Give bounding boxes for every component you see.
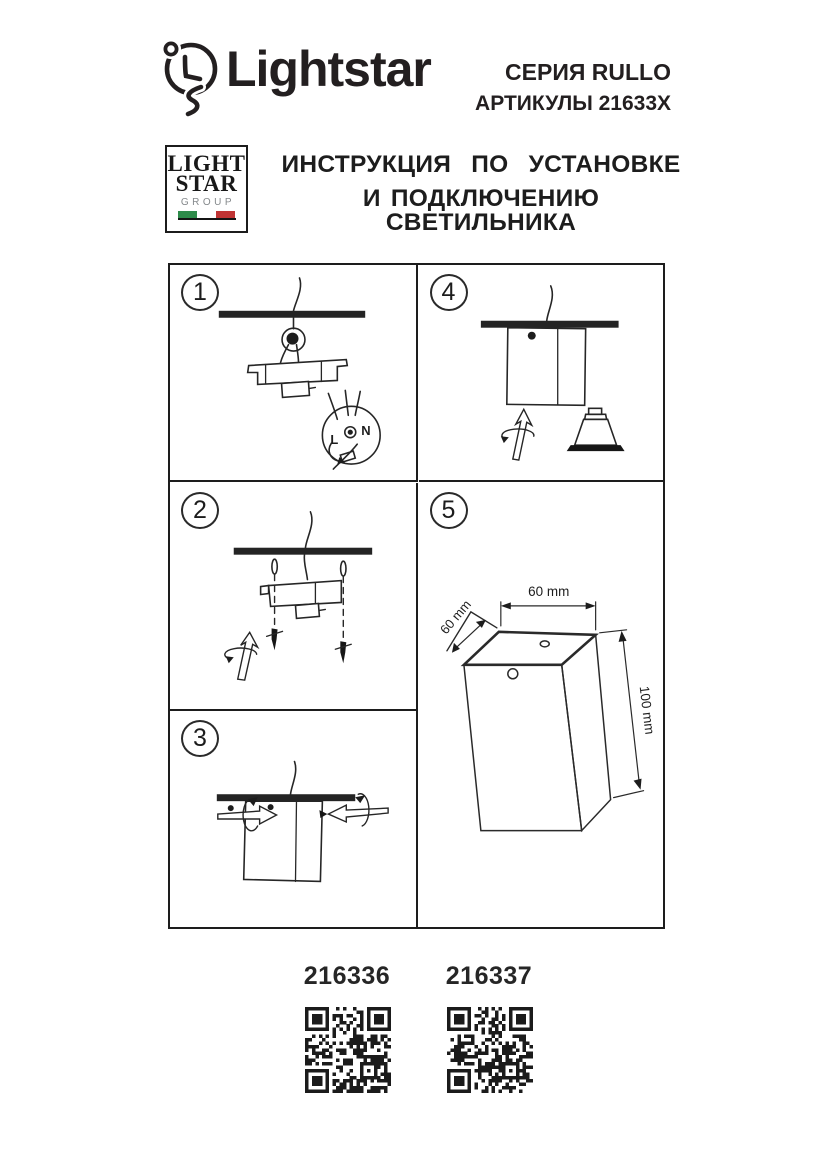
flag-red [216, 211, 235, 218]
flag-white [197, 211, 216, 218]
lightstar-group-logo [165, 145, 248, 233]
dim-height-label: 100 mm [636, 684, 657, 735]
logo-box-group: GROUP [180, 196, 236, 208]
flag-green [178, 211, 197, 218]
step-5-number: 5 [430, 492, 468, 529]
step-2-number: 2 [181, 492, 219, 529]
series-title: СЕРИЯ RULLO [505, 59, 671, 85]
qr-code-216337 [447, 1007, 533, 1093]
brand-wordmark: Lightstar [226, 41, 431, 97]
article-number-216337: 216337 [445, 962, 533, 990]
step-4-number: 4 [430, 274, 468, 311]
logo-box-star: STAR [175, 170, 238, 196]
dim-depth-label: 60 mm [436, 596, 474, 637]
series-block [475, 60, 671, 116]
step-4-panel [419, 265, 664, 482]
dim-width-label: 60 mm [527, 583, 569, 599]
qr-code-216336 [305, 1007, 391, 1093]
instruction-title-line1: ИНСТРУКЦИЯ ПО УСТАНОВКЕ [281, 151, 681, 178]
instruction-title [278, 153, 684, 236]
articles-line: АРТИКУЛЫ 21633X [475, 92, 671, 116]
steps-grid [168, 263, 665, 929]
step-5-panel [419, 483, 664, 928]
step-3-panel [170, 711, 418, 927]
step-2-panel [170, 483, 418, 711]
article-number-216336: 216336 [303, 962, 391, 990]
lightstar-bulb-logo [158, 36, 222, 118]
terminal-n-label: N [361, 423, 371, 439]
logo-box-light: LIGHT [167, 151, 246, 176]
terminal-l-label: L [330, 432, 339, 448]
step-1-panel [170, 265, 418, 482]
italian-flag-stripe [178, 211, 236, 220]
instruction-title-line2: И ПОДКЛЮЧЕНИЮ СВЕТИЛЬНИКА [362, 184, 600, 236]
step-3-number: 3 [181, 720, 219, 757]
step-5-dimension-drawing [419, 483, 664, 928]
step-1-number: 1 [181, 274, 219, 311]
